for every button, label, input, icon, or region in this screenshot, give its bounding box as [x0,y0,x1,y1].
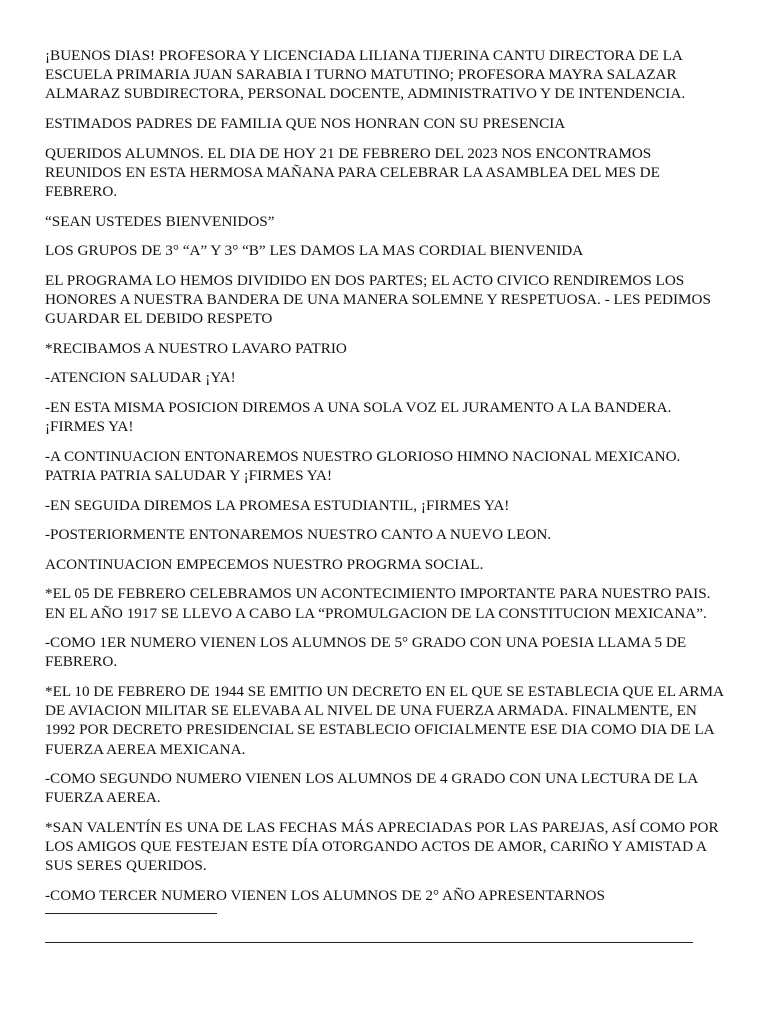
paragraph-groups: LOS GRUPOS DE 3° “A” Y 3° “B” LES DAMOS LA MAS CORDIAL BIENVENIDA [45,242,584,260]
paragraph-social-program: ACONTINUACION EMPECEMOS NUESTRO PROGRMA SOCIAL. [45,555,484,573]
paragraph-parents: ESTIMADOS PADRES DE FAMILIA QUE NOS HONRAN CON SU PRESENCIA [45,115,566,132]
paragraph-third-number: -COMO TERCER NUMERO VIENEN LOS ALUMNOS DE 2° AÑO APRESENTARNOS [45,886,605,904]
paragraph-second-number: -COMO SEGUNDO NUMERO VIENEN LOS ALUMNOS DE 4 GRADO CON UNA LECTURA DE LA FUERZA AEREA. [45,770,698,807]
paragraph-program: EL PROGRAMA LO HEMOS DIVIDIDO EN DOS PARTES; EL ACTO CIVICO RENDIREMOS LOS HONORES A NUESTRA BANDERA DE UNA MANERA SOLEMNE Y RESPETUOSA. - LES PEDIMOS GUARDAR EL DEBIDO RESPETO [45,271,711,328]
paragraph-flag-receive: *RECIBAMOS A NUESTRO LAVARO PATRIO [45,339,347,357]
paragraph-salute: -ATENCION SALUDAR ¡YA! [45,369,236,387]
paragraph-nuevo-leon: -POSTERIORMENTE ENTONAREMOS NUESTRO CANTO A NUEVO LEON. [45,526,552,544]
blank-line-long [45,942,693,943]
paragraph-air-force: *EL 10 DE FEBRERO DE 1944 SE EMITIO UN DECRETO EN EL QUE SE ESTABLECIA QUE EL ARMA DE AVIACION MILITAR SE ELEVABA AL NIVEL DE UNA FUERZA ARMADA. FINALMENTE, EN 1992 POR DECRETO PRESIDENCIAL SE ESTABLECIO OFICIALMENTE ESE DIA COMO DIA DE LA FUERZA AEREA MEXICANA. [45,682,724,758]
paragraph-greeting: ¡BUENOS DIAS! PROFESORA Y LICENCIADA LILIANA TIJERINA CANTU DIRECTORA DE LA ESCUELA PRIMARIA JUAN SARABIA I TURNO MATUTINO; PROFESORA MAYRA SALAZAR ALMARAZ SUBDIRECTORA, PERSONAL DOCENTE, ADMINISTRATIVO Y DE INTENDENCIA. [45,47,686,103]
paragraph-constitution: *EL 05 DE FEBRERO CELEBRAMOS UN ACONTECIMIENTO IMPORTANTE PARA NUESTRO PAIS. EN EL AÑO 1917 SE LLEVO A CABO LA “PROMULGACION DE LA CONSTITUCION MEXICANA”. [45,585,711,622]
blank-line-short [45,913,217,914]
document-body [45,46,725,943]
paragraph-students: QUERIDOS ALUMNOS. EL DIA DE HOY 21 DE FEBRERO DEL 2023 NOS ENCONTRAMOS REUNIDOS EN ESTA HERMOSA MAÑANA PARA CELEBRAR LA ASAMBLEA DEL MES DE FEBRERO. [45,144,660,200]
paragraph-first-number: -COMO 1ER NUMERO VIENEN LOS ALUMNOS DE 5° GRADO CON UNA POESIA LLAMA 5 DE FEBRERO. [45,634,687,671]
paragraph-valentine: *SAN VALENTÍN ES UNA DE LAS FECHAS MÁS APRECIADAS POR LAS PAREJAS, ASÍ COMO POR LOS AMIGOS QUE FESTEJAN ESTE DÍA OTORGANDO ACTOS DE AMOR, CARIÑO Y AMISTAD A SUS SERES QUERIDOS. [45,818,719,875]
paragraph-welcome: “SEAN USTEDES BIENVENIDOS” [45,212,275,230]
paragraph-promise: -EN SEGUIDA DIREMOS LA PROMESA ESTUDIANTIL, ¡FIRMES YA! [45,496,510,514]
paragraph-oath: -EN ESTA MISMA POSICION DIREMOS A UNA SOLA VOZ EL JURAMENTO A LA BANDERA. ¡FIRMES YA! [45,398,672,436]
paragraph-anthem: -A CONTINUACION ENTONAREMOS NUESTRO GLORIOSO HIMNO NACIONAL MEXICANO. PATRIA PATRIA SALUDAR Y ¡FIRMES YA! [45,447,681,484]
